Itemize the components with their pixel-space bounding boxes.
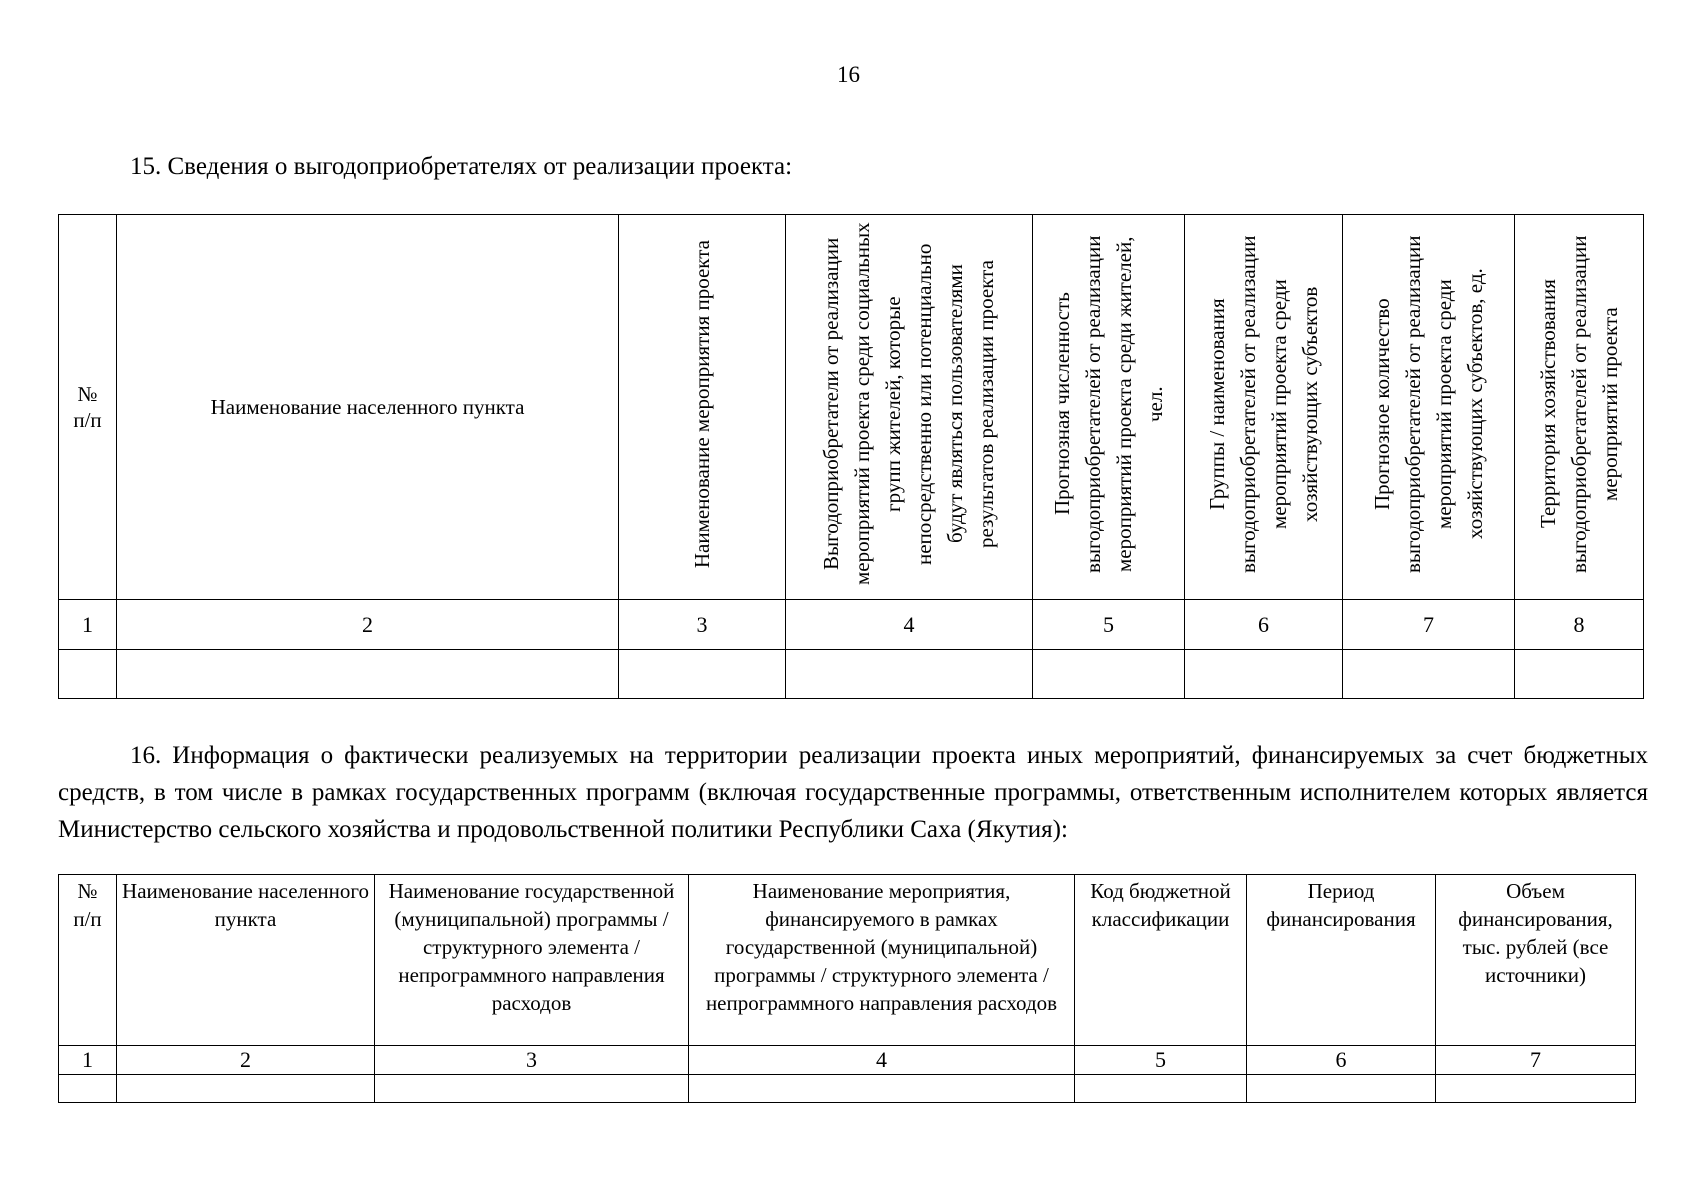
- column-number: 5: [1033, 600, 1185, 650]
- empty-cell: [1247, 1075, 1436, 1103]
- column-header-resident-count: Прогнозная численность выгодоприобретателей от реализации мероприятий проекта среди жителей, чел.: [1033, 215, 1185, 600]
- column-header-program: Наименование государственной (муниципальной) программы / структурного элемента / непрограммного направления расходов: [375, 875, 689, 1046]
- page-number: 16: [837, 62, 860, 87]
- empty-cell: [786, 650, 1033, 699]
- column-number: 4: [786, 600, 1033, 650]
- column-header-settlement: Наименование населенного пункта: [117, 215, 619, 600]
- column-number: 2: [117, 600, 619, 650]
- column-number: 3: [619, 600, 786, 650]
- empty-cell: [1515, 650, 1644, 699]
- section-16-heading: 16. Информация о фактически реализуемых на территории реализации проекта иных мероприятий, финансируемых за счет бюджетных средств, в том числе в рамках государственных программ (включая государственные программы, ответственным исполнителем которых является Министерство сельского хозяйства и продовольственной политики Республики Саха (Якутия):: [58, 742, 1648, 843]
- column-header-project-event: Наименование мероприятия проекта: [619, 215, 786, 600]
- column-number: 2: [117, 1046, 375, 1075]
- empty-cell: [1436, 1075, 1636, 1103]
- column-header-index: № п/п: [59, 875, 117, 1046]
- empty-cell: [1075, 1075, 1247, 1103]
- empty-cell: [689, 1075, 1075, 1103]
- empty-cell: [619, 650, 786, 699]
- table-row: [59, 650, 1644, 699]
- column-header-budget-code: Код бюджетной классификации: [1075, 875, 1247, 1046]
- column-number: 1: [59, 1046, 117, 1075]
- column-number: 1: [59, 600, 117, 650]
- table-header-row: [59, 215, 1644, 600]
- column-number: 3: [375, 1046, 689, 1075]
- column-number: 6: [1247, 1046, 1436, 1075]
- column-header-business-count: Прогнозное количество выгодоприобретателей от реализации мероприятий проекта среди хозяйствующих субъектов, ед.: [1343, 215, 1515, 600]
- column-header-social-beneficiaries: Выгодоприобретатели от реализации мероприятий проекта среди социальных групп жителей, которые непосредственно или потенциально будут являться пользователями результатов реализации проекта: [786, 215, 1033, 600]
- empty-cell: [117, 650, 619, 699]
- column-header-territory: Территория хозяйствования выгодоприобретателей от реализации мероприятий проекта: [1515, 215, 1644, 600]
- empty-cell: [59, 1075, 117, 1103]
- empty-cell: [1033, 650, 1185, 699]
- table-row: [59, 1075, 1636, 1103]
- empty-cell: [59, 650, 117, 699]
- table-header-row: [59, 875, 1636, 1046]
- column-header-business-groups: Группы / наименования выгодоприобретателей от реализации мероприятий проекта среди хозяйствующих субъектов: [1185, 215, 1343, 600]
- column-number: 7: [1343, 600, 1515, 650]
- column-header-amount: Объем финансирования, тыс. рублей (все источники): [1436, 875, 1636, 1046]
- column-number: 4: [689, 1046, 1075, 1075]
- column-header-event: Наименование мероприятия, финансируемого в рамках государственной (муниципальной) программы / структурного элемента / непрограммного направления расходов: [689, 875, 1075, 1046]
- column-number: 6: [1185, 600, 1343, 650]
- column-number: 8: [1515, 600, 1644, 650]
- column-number: 5: [1075, 1046, 1247, 1075]
- budget-events-table: [58, 874, 1636, 1103]
- column-number: 7: [1436, 1046, 1636, 1075]
- beneficiaries-table: [58, 214, 1644, 699]
- empty-cell: [117, 1075, 375, 1103]
- empty-cell: [375, 1075, 689, 1103]
- column-header-period: Период финансирования: [1247, 875, 1436, 1046]
- column-header-settlement: Наименование населенного пункта: [117, 875, 375, 1046]
- section-15-heading: 15. Сведения о выгодоприобретателях от реализации проекта:: [130, 153, 793, 180]
- empty-cell: [1343, 650, 1515, 699]
- column-number-row: [59, 1046, 1636, 1075]
- column-number-row: [59, 600, 1644, 650]
- column-header-index: № п/п: [59, 215, 117, 600]
- empty-cell: [1185, 650, 1343, 699]
